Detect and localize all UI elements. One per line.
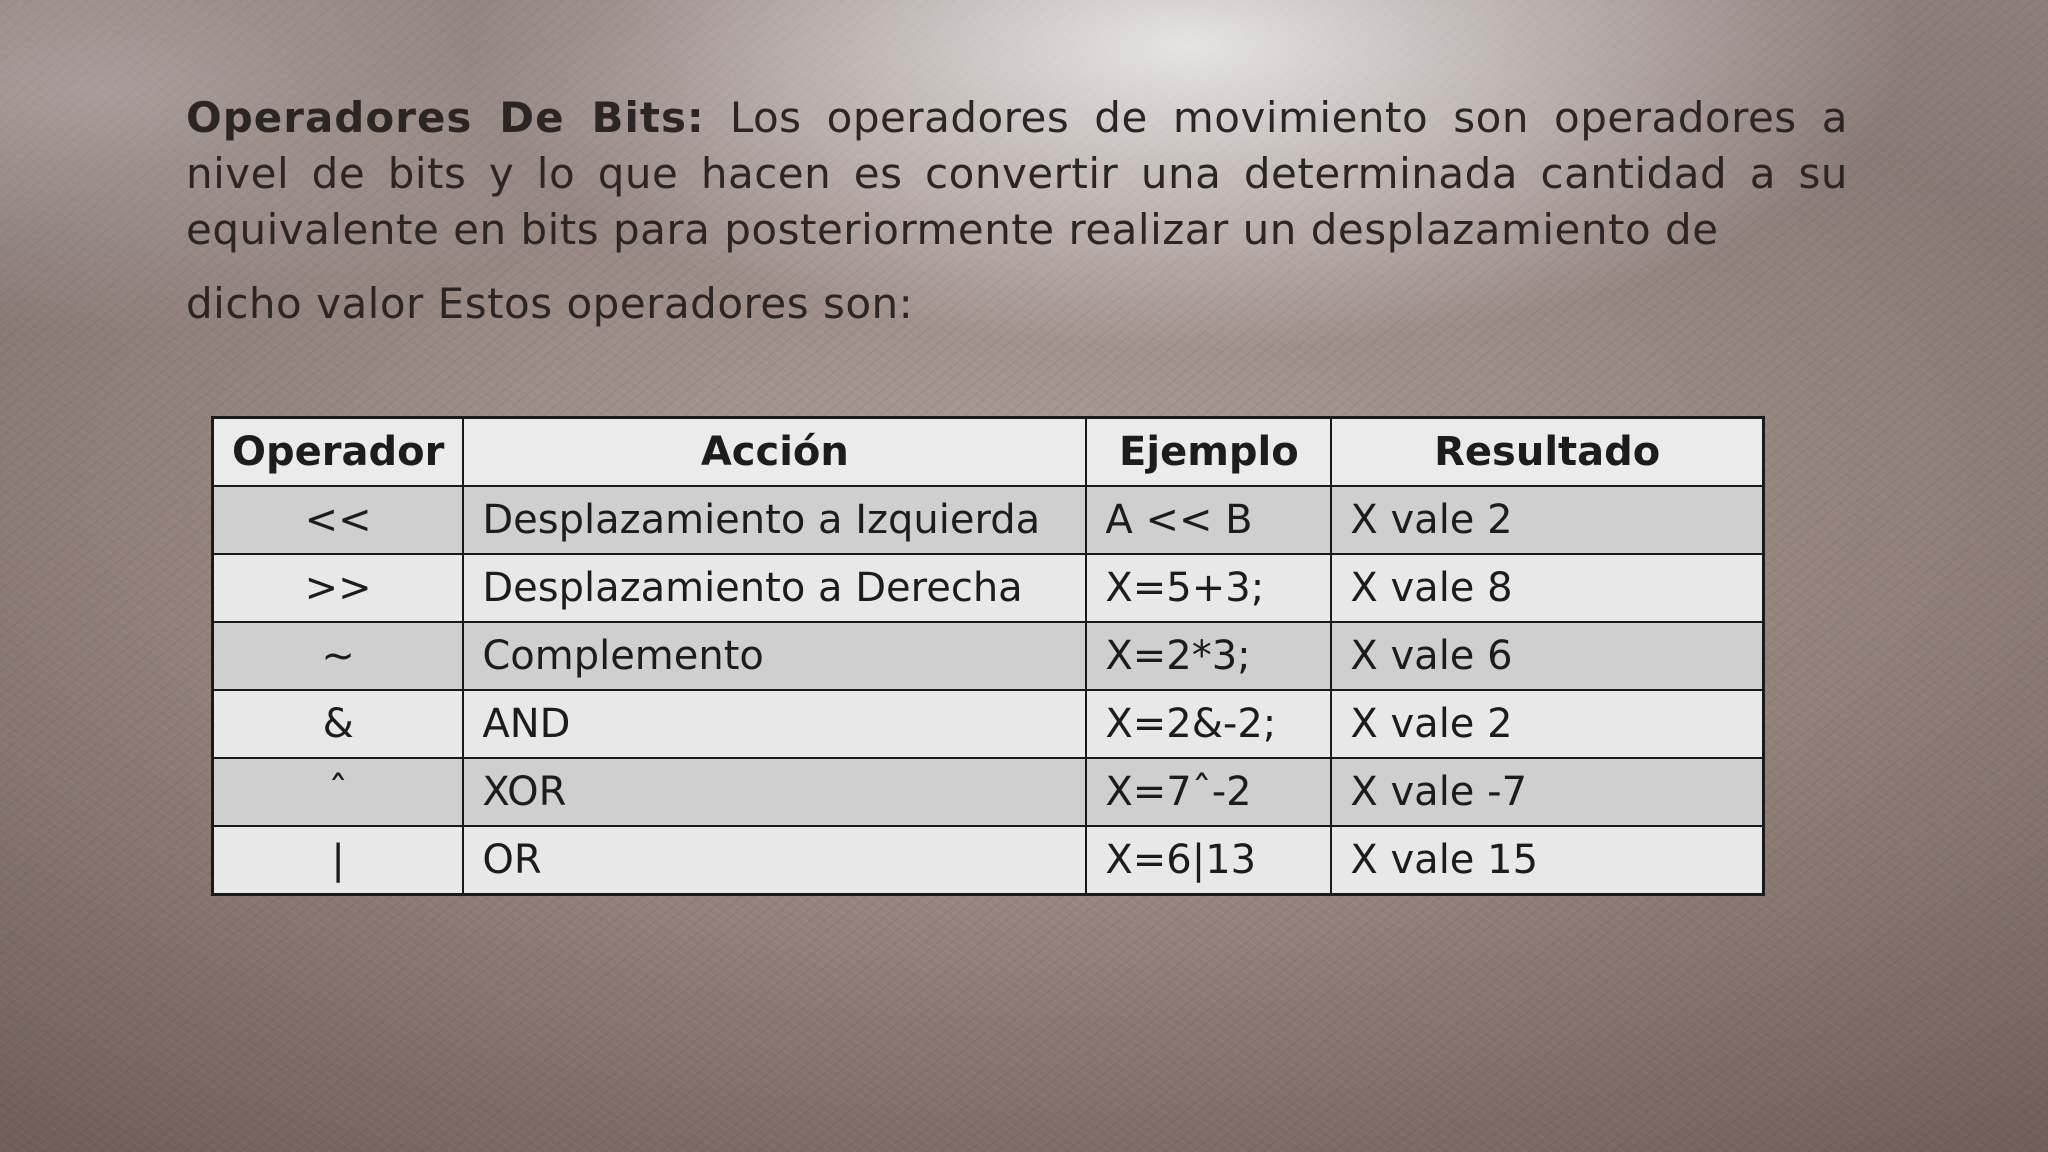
cell-operador: <<	[213, 486, 464, 554]
intro-main	[186, 90, 1848, 258]
cell-operador: >>	[213, 554, 464, 622]
cell-accion: Desplazamiento a Izquierda	[463, 486, 1086, 554]
cell-accion: AND	[463, 690, 1086, 758]
table-row	[213, 554, 1764, 622]
cell-operador: ~	[213, 622, 464, 690]
cell-ejemplo: X=2&-2;	[1086, 690, 1331, 758]
header-resultado: Resultado	[1331, 418, 1763, 487]
intro-lead: Operadores De Bits:	[186, 93, 705, 142]
table-row	[213, 622, 1764, 690]
cell-resultado: X vale 15	[1331, 826, 1763, 895]
cell-ejemplo: A << B	[1086, 486, 1331, 554]
intro-paragraph	[186, 90, 1848, 332]
cell-resultado: X vale 2	[1331, 690, 1763, 758]
cell-resultado: X vale 8	[1331, 554, 1763, 622]
cell-accion: Desplazamiento a Derecha	[463, 554, 1086, 622]
cell-resultado: X vale 2	[1331, 486, 1763, 554]
intro-body: Los operadores de movimiento son operadores a nivel de bits y lo que hacen es convertir una determinada cantidad a su equivalente en bits para posteriormente realizar un desplazamiento de	[186, 93, 1848, 254]
cell-ejemplo: X=6|13	[1086, 826, 1331, 895]
cell-operador: |	[213, 826, 464, 895]
table-header-row	[213, 418, 1764, 487]
intro-last-line: dicho valor Estos operadores son:	[186, 279, 914, 328]
cell-operador: ˆ	[213, 758, 464, 826]
cell-ejemplo: X=7ˆ-2	[1086, 758, 1331, 826]
header-ejemplo: Ejemplo	[1086, 418, 1331, 487]
cell-ejemplo: X=2*3;	[1086, 622, 1331, 690]
operators-table	[211, 416, 1765, 896]
cell-ejemplo: X=5+3;	[1086, 554, 1331, 622]
table-row	[213, 758, 1764, 826]
table-row	[213, 486, 1764, 554]
cell-operador: &	[213, 690, 464, 758]
header-operador: Operador	[213, 418, 464, 487]
cell-accion: XOR	[463, 758, 1086, 826]
table-row	[213, 826, 1764, 895]
cell-accion: OR	[463, 826, 1086, 895]
header-accion: Acción	[463, 418, 1086, 487]
cell-accion: Complemento	[463, 622, 1086, 690]
cell-resultado: X vale 6	[1331, 622, 1763, 690]
table-row	[213, 690, 1764, 758]
cell-resultado: X vale -7	[1331, 758, 1763, 826]
